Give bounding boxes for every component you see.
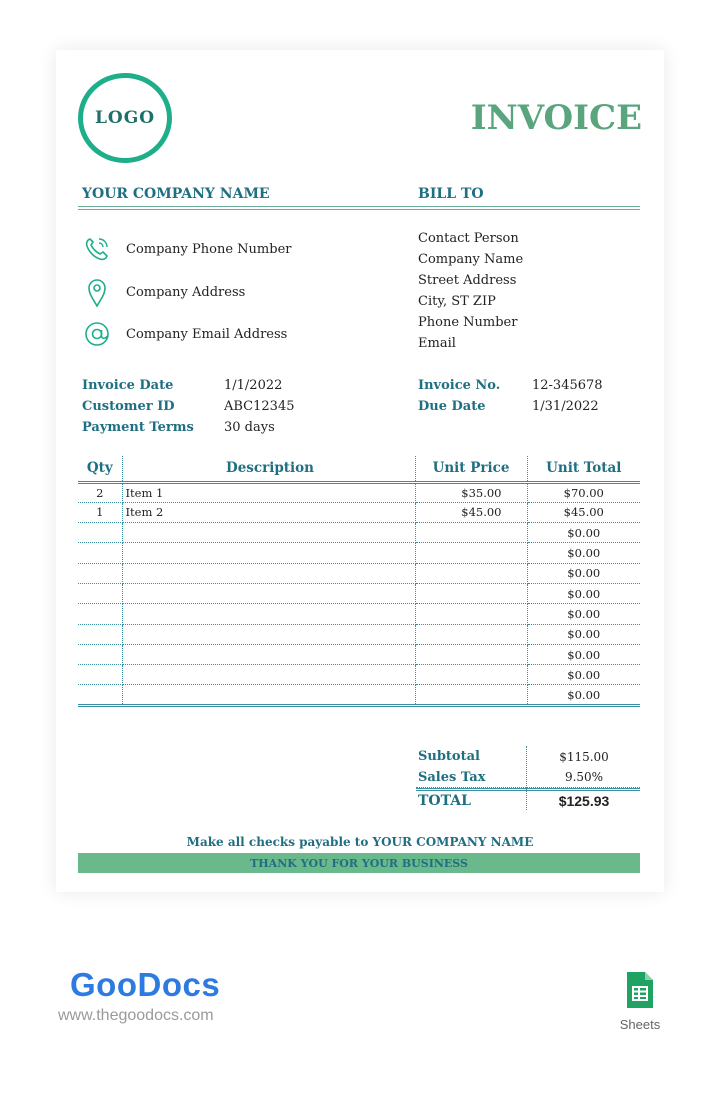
row-unit-total: $0.00 bbox=[527, 583, 640, 603]
row-unit-price[interactable] bbox=[415, 665, 527, 685]
company-address-row bbox=[82, 274, 246, 310]
due-date-value: 1/31/2022 bbox=[532, 399, 599, 414]
location-pin-icon bbox=[82, 276, 112, 308]
bill-to-contact: Contact Person bbox=[418, 231, 519, 246]
row-unit-total: $0.00 bbox=[527, 543, 640, 563]
phone-icon bbox=[82, 233, 112, 265]
table-row bbox=[78, 563, 640, 583]
subtotal-row bbox=[416, 746, 640, 767]
row-description[interactable] bbox=[122, 685, 415, 705]
row-unit-price[interactable] bbox=[415, 543, 527, 563]
row-unit-price[interactable] bbox=[415, 685, 527, 705]
company-phone-row bbox=[82, 231, 292, 267]
table-row bbox=[78, 685, 640, 705]
row-unit-total: $0.00 bbox=[527, 563, 640, 583]
description-header: Description bbox=[122, 456, 415, 482]
sales-tax-row bbox=[416, 767, 640, 788]
invoice-title: INVOICE bbox=[470, 98, 642, 138]
invoice-date-value: 1/1/2022 bbox=[224, 378, 283, 393]
row-unit-price[interactable] bbox=[415, 523, 527, 543]
row-qty[interactable] bbox=[78, 624, 122, 644]
company-email: Company Email Address bbox=[126, 326, 288, 342]
row-unit-total: $0.00 bbox=[527, 685, 640, 705]
google-sheets-icon bbox=[625, 970, 655, 1010]
row-unit-price[interactable] bbox=[415, 563, 527, 583]
bill-to-block bbox=[418, 228, 523, 354]
row-unit-total: $0.00 bbox=[527, 665, 640, 685]
payment-terms-label: Payment Terms bbox=[82, 420, 194, 435]
invoice-date-label: Invoice Date bbox=[82, 378, 174, 393]
header-rule-top bbox=[78, 206, 640, 207]
line-items-table bbox=[78, 456, 640, 707]
logo-text: LOGO bbox=[94, 108, 156, 128]
sheets-label: Sheets bbox=[619, 1017, 661, 1032]
unit-price-header: Unit Price bbox=[415, 456, 527, 482]
subtotal-value: $115.00 bbox=[559, 749, 609, 764]
table-row bbox=[78, 624, 640, 644]
row-qty[interactable] bbox=[78, 604, 122, 624]
table-row bbox=[78, 502, 640, 522]
thank-you-bar bbox=[78, 853, 640, 873]
table-row bbox=[78, 583, 640, 603]
row-description[interactable] bbox=[122, 665, 415, 685]
row-unit-price[interactable] bbox=[415, 644, 527, 664]
row-qty[interactable] bbox=[78, 685, 122, 705]
row-qty[interactable] bbox=[78, 563, 122, 583]
row-unit-total: $0.00 bbox=[527, 644, 640, 664]
payable-note: Make all checks payable to YOUR COMPANY NAME bbox=[186, 835, 534, 849]
invoice-sheet bbox=[56, 50, 664, 892]
bill-to-street: Street Address bbox=[418, 273, 517, 288]
row-unit-price[interactable]: $35.00 bbox=[415, 482, 527, 502]
row-qty[interactable] bbox=[78, 644, 122, 664]
table-row bbox=[78, 665, 640, 685]
row-description[interactable] bbox=[122, 563, 415, 583]
total-row bbox=[416, 788, 640, 810]
row-description[interactable] bbox=[122, 543, 415, 563]
row-unit-total: $0.00 bbox=[527, 523, 640, 543]
row-qty[interactable]: 2 bbox=[78, 482, 122, 502]
due-date-label: Due Date bbox=[418, 399, 486, 414]
customer-id-value: ABC12345 bbox=[224, 399, 295, 414]
row-unit-total: $45.00 bbox=[527, 502, 640, 522]
goodocs-url[interactable]: www.thegoodocs.com bbox=[58, 1007, 214, 1024]
table-row bbox=[78, 543, 640, 563]
invoice-no-value: 12-345678 bbox=[532, 378, 603, 393]
table-header-row bbox=[78, 456, 640, 482]
row-unit-price[interactable] bbox=[415, 624, 527, 644]
unit-total-header: Unit Total bbox=[527, 456, 640, 482]
qty-header: Qty bbox=[78, 456, 122, 482]
header-rule-bottom bbox=[78, 209, 640, 210]
bill-to-city: City, ST ZIP bbox=[418, 294, 496, 309]
totals-block bbox=[416, 746, 640, 810]
bill-to-phone: Phone Number bbox=[418, 315, 518, 330]
company-name-heading: YOUR COMPANY NAME bbox=[82, 186, 270, 202]
total-value: $125.93 bbox=[558, 792, 610, 809]
sales-tax-label: Sales Tax bbox=[418, 769, 486, 785]
sales-tax-value[interactable]: 9.50% bbox=[564, 770, 604, 784]
subtotal-label: Subtotal bbox=[418, 749, 480, 764]
row-description[interactable]: Item 1 bbox=[122, 482, 415, 502]
company-logo bbox=[78, 73, 172, 163]
row-description[interactable] bbox=[122, 644, 415, 664]
table-row bbox=[78, 482, 640, 502]
row-qty[interactable] bbox=[78, 523, 122, 543]
thank-you-text: THANK YOU FOR YOUR BUSINESS bbox=[250, 856, 468, 870]
invoice-no-label: Invoice No. bbox=[418, 378, 501, 393]
bill-to-email: Email bbox=[418, 336, 456, 351]
table-row bbox=[78, 523, 640, 543]
row-description[interactable] bbox=[122, 604, 415, 624]
payment-terms-value: 30 days bbox=[224, 420, 275, 435]
row-qty[interactable]: 1 bbox=[78, 502, 122, 522]
row-unit-total: $0.00 bbox=[527, 604, 640, 624]
row-description[interactable] bbox=[122, 583, 415, 603]
row-description[interactable] bbox=[122, 624, 415, 644]
company-phone: Company Phone Number bbox=[126, 241, 292, 257]
row-description[interactable]: Item 2 bbox=[122, 502, 415, 522]
bill-to-company: Company Name bbox=[418, 252, 524, 267]
row-unit-total: $70.00 bbox=[527, 482, 640, 502]
row-unit-price[interactable] bbox=[415, 583, 527, 603]
customer-id-label: Customer ID bbox=[82, 399, 175, 414]
row-unit-price[interactable] bbox=[415, 604, 527, 624]
row-description[interactable] bbox=[122, 523, 415, 543]
total-label: TOTAL bbox=[418, 792, 471, 809]
goodocs-logo[interactable]: GooDocs bbox=[70, 966, 221, 1003]
at-sign-icon bbox=[82, 318, 112, 350]
row-unit-price[interactable]: $45.00 bbox=[415, 502, 527, 522]
company-email-row bbox=[82, 316, 288, 352]
row-qty[interactable] bbox=[78, 665, 122, 685]
row-unit-total: $0.00 bbox=[527, 624, 640, 644]
company-address: Company Address bbox=[126, 284, 246, 300]
row-qty[interactable] bbox=[78, 543, 122, 563]
row-qty[interactable] bbox=[78, 583, 122, 603]
table-row bbox=[78, 604, 640, 624]
bill-to-heading: BILL TO bbox=[418, 186, 484, 202]
google-sheets-badge[interactable] bbox=[618, 970, 662, 1032]
table-row bbox=[78, 644, 640, 664]
